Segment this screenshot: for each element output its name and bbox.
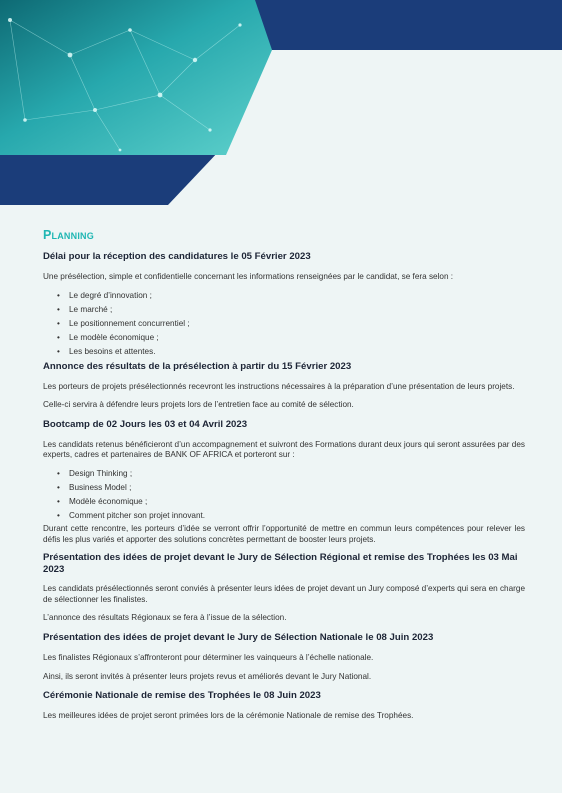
decorative-network-graphic (0, 0, 562, 210)
list-item: • Le marché ; (57, 303, 525, 317)
item-title: Présentation des idées de projet devant le Jury de Sélection Nationale le 08 Juin 2023 (43, 631, 434, 643)
list-item: • Business Model ; (57, 481, 525, 495)
item-paragraph: Les porteurs de projets présélectionnés recevront les instructions nécessaires à la préparation d’une présentation de leurs projets. (43, 381, 515, 391)
training-topics-list (57, 467, 525, 523)
item-title: Cérémonie Nationale de remise des Trophées le 08 Juin 2023 (43, 690, 321, 702)
list-item: • Le modèle économique ; (57, 331, 525, 345)
item-title: Bootcamp de 02 Jours les 03 et 04 Avril 2023 (43, 418, 248, 430)
planning-item-ceremonie (43, 690, 525, 722)
section-label-planning: Planning (43, 228, 94, 242)
list-item: • Modèle économique ; (57, 495, 525, 509)
planning-content (43, 228, 525, 722)
item-title: Annonce des résultats de la présélection à partir du 15 Février 2023 (43, 360, 352, 372)
item-title: Délai pour la réception des candidatures le 05 Février 2023 (43, 251, 311, 262)
planning-item-jury-national (43, 632, 525, 682)
list-item: • Comment pitcher son projet innovant. (57, 509, 525, 523)
criteria-list (57, 289, 525, 359)
list-item: • Le positionnement concurrentiel ; (57, 317, 525, 331)
item-paragraph: Durant cette rencontre, les porteurs d’idée se verront offrir l’opportunité de mettre en commun leurs compétences pour relever les défis les plus variés et apporter des solutions concrètes permettant de booster leurs projets. (43, 523, 525, 544)
planning-item-jury-regional (43, 552, 525, 624)
list-item: • Le degré d’innovation ; (57, 289, 525, 303)
planning-item-candidatures (43, 251, 525, 359)
item-paragraph: Les meilleures idées de projet seront primées lors de la cérémonie Nationale de remise des Trophées. (43, 711, 414, 721)
item-paragraph: Celle-ci servira à défendre leurs projets lors de l’entretien face au comité de sélection. (43, 400, 354, 410)
item-paragraph: Les candidats présélectionnés seront conviés à présenter leurs idées de projet devant un Jury composé d’experts qui sera en charge de sélectionner les finalistes. (43, 584, 525, 604)
header-banner (0, 0, 562, 210)
item-paragraph: Les candidats retenus bénéficieront d’un accompagnement et suivront des Formations durant deux jours qui seront assurées par des experts, cadres et partenaires de BANK OF AFRICA et porteront sur : (43, 439, 525, 460)
list-item: • Design Thinking ; (57, 467, 525, 481)
item-paragraph: Les finalistes Régionaux s’affronteront pour déterminer les vainqueurs à l’échelle nationale. (43, 652, 374, 662)
item-paragraph: Une présélection, simple et confidentielle concernant les informations renseignées par le candidat, se fera selon : (43, 272, 454, 281)
planning-item-bootcamp (43, 419, 525, 545)
planning-item-preselection (43, 361, 525, 411)
list-item: • Les besoins et attentes. (57, 345, 525, 359)
item-paragraph: L’annonce des résultats Régionaux se fera à l’issue de la sélection. (43, 613, 287, 623)
item-title: Présentation des idées de projet devant le Jury de Sélection Régional et remise des Trophées les 03 Mai 2023 (43, 552, 518, 576)
item-paragraph: Ainsi, ils seront invités à présenter leurs projets revus et améliorés devant le Jury National. (43, 671, 372, 681)
